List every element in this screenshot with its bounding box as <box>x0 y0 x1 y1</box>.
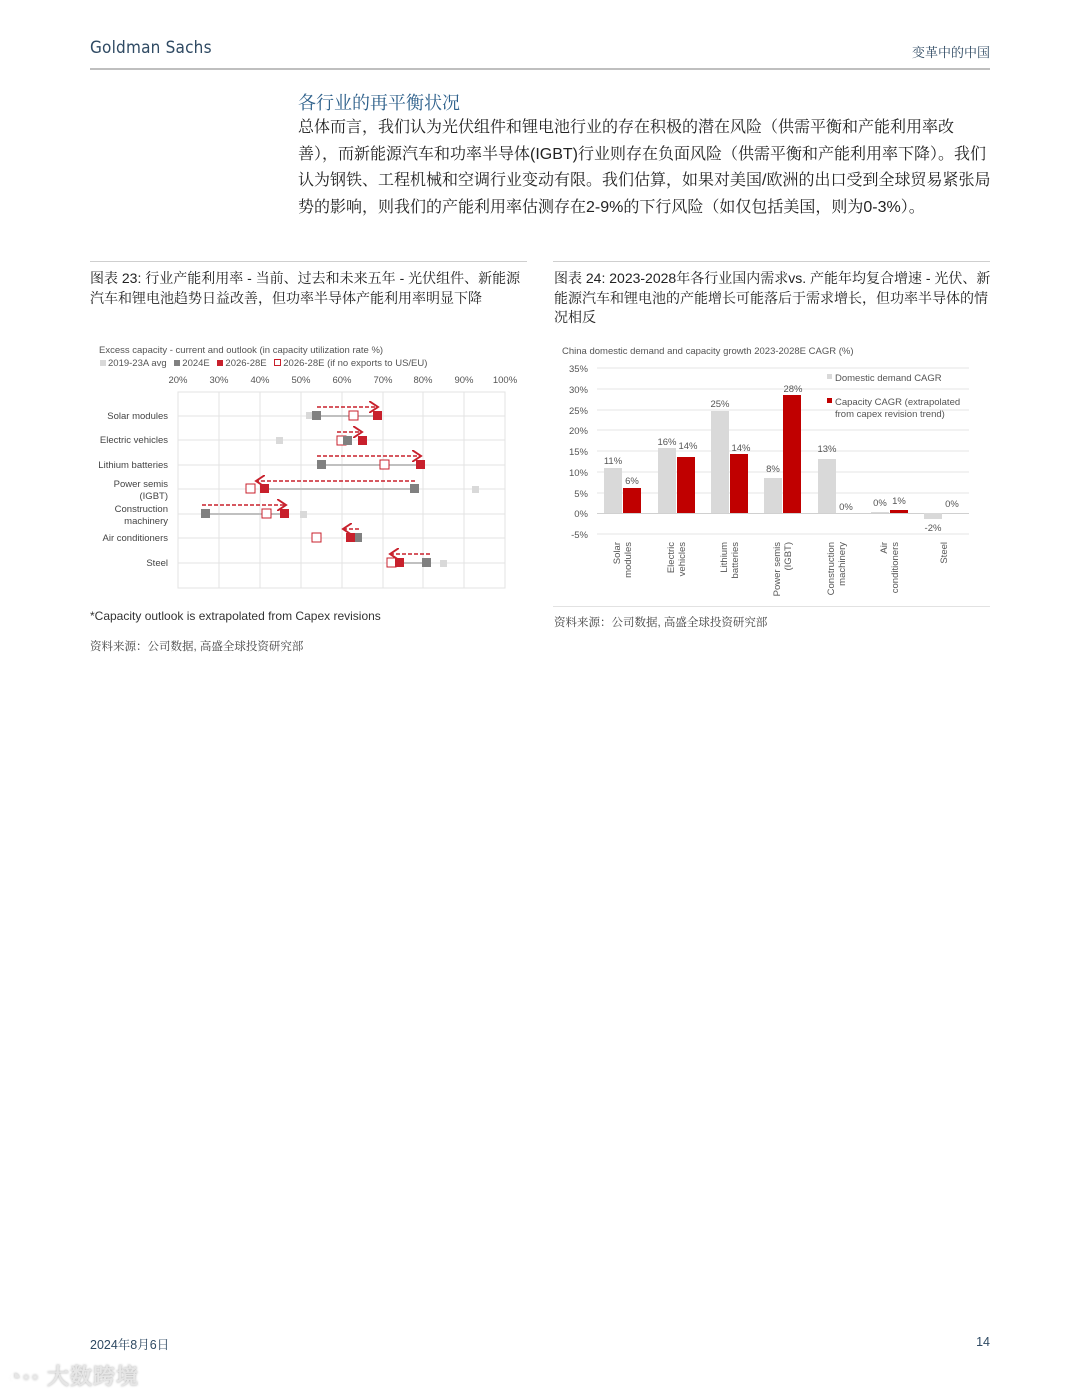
svg-text:40%: 40% <box>250 375 270 386</box>
chart2-subtitle: China domestic demand and capacity growth 2023-2028E CAGR (%) <box>562 346 854 357</box>
watermark-logo-icon: ◔◦◦ <box>8 1364 47 1389</box>
svg-text:Domestic demand CAGR: Domestic demand CAGR <box>835 373 942 384</box>
legend-item-2024e <box>174 358 209 369</box>
svg-text:Power semis: Power semis <box>772 542 783 597</box>
page-number: 14 <box>976 1335 990 1349</box>
svg-text:Capacity CAGR (extrapolated: Capacity CAGR (extrapolated <box>835 397 961 408</box>
section-body: 总体而言，我们认为光伏组件和锂电池行业的存在积极的潜在风险（供需平衡和产能利用率改善），而新能源汽车和功率半导体(IGBT)行业则存在负面风险（供需平衡和产能利用率下降）。我们认为钢铁、工程机械和空调行业变动有限。我们估算，如果对美国/欧洲的出口受到全球贸易紧张局势的影响，则我们的产能利用率估测存在2-9%的下行风险（如仅包括美国，则为0-3%）。 <box>298 119 991 216</box>
svg-text:0%: 0% <box>574 509 588 520</box>
brand-logo: Goldman Sachs <box>90 38 212 58</box>
svg-text:from capex revision trend): from capex revision trend) <box>835 409 945 420</box>
chart2-y-ticks <box>569 364 589 541</box>
chart2-plot <box>555 358 990 603</box>
svg-text:15%: 15% <box>568 447 588 458</box>
svg-text:0%: 0% <box>945 499 959 510</box>
legend-swatch <box>274 359 281 366</box>
svg-text:Air conditioners: Air conditioners <box>102 533 168 544</box>
svg-text:Construction: Construction <box>114 504 168 515</box>
legend-label: 2026-28E <box>225 358 267 369</box>
svg-text:Lithium: Lithium <box>719 542 730 573</box>
legend-swatch <box>100 360 106 366</box>
report-title: 变革中的中国 <box>911 45 990 60</box>
svg-text:Electric vehicles: Electric vehicles <box>99 435 168 446</box>
figure-separator <box>90 261 527 262</box>
watermark <box>8 1360 139 1391</box>
row-steel <box>387 554 447 567</box>
figure-23-source: 资料来源：公司数据, 高盛全球投资研究部 <box>90 641 304 653</box>
svg-text:28%: 28% <box>783 384 803 395</box>
svg-text:11%: 11% <box>603 456 623 467</box>
svg-text:Construction: Construction <box>826 542 837 596</box>
row-lithium-batteries <box>317 456 425 469</box>
svg-text:35%: 35% <box>568 364 588 375</box>
svg-text:Lithium batteries: Lithium batteries <box>98 460 168 471</box>
chart1-subtitle: Excess capacity - current and outlook (in capacity utilization rate %) <box>99 345 384 356</box>
svg-text:(IGBT): (IGBT) <box>139 491 168 502</box>
legend-swatch <box>174 360 180 366</box>
legend-label: 2019-23A avg <box>108 358 167 369</box>
svg-text:machinery: machinery <box>124 516 168 527</box>
chart2-bottom-rule <box>553 606 990 607</box>
svg-text:0%: 0% <box>839 502 853 513</box>
svg-text:13%: 13% <box>817 444 837 455</box>
svg-text:Solar: Solar <box>612 542 623 565</box>
row-construction-machinery <box>201 505 307 518</box>
svg-text:8%: 8% <box>766 464 780 475</box>
svg-text:6%: 6% <box>625 476 639 487</box>
svg-text:Air: Air <box>879 542 890 554</box>
legend-swatch <box>217 360 223 366</box>
svg-text:16%: 16% <box>657 437 677 448</box>
svg-text:14%: 14% <box>678 441 698 452</box>
svg-text:30%: 30% <box>209 375 229 386</box>
svg-text:Solar modules: Solar modules <box>107 411 168 422</box>
figure-24-title: 图表 24: 2023-2028年各行业国内需求vs. 产能年均复合增速 - 光伏、新能源汽车和锂电池的产能增长可能落后于需求增长，但功率半导体的情况相反 <box>554 270 991 325</box>
row-electric-vehicles <box>276 432 367 445</box>
svg-text:5%: 5% <box>574 489 588 500</box>
figure-24-source: 资料来源：公司数据, 高盛全球投资研究部 <box>554 617 768 629</box>
chart1-note: *Capacity outlook is extrapolated from Capex revisions <box>90 609 381 623</box>
svg-text:Steel: Steel <box>146 558 168 569</box>
svg-text:modules: modules <box>623 542 634 578</box>
svg-text:20%: 20% <box>568 426 588 437</box>
legend-label: 2026-28E (if no exports to US/EU) <box>283 358 428 369</box>
svg-text:1%: 1% <box>892 496 906 507</box>
svg-text:80%: 80% <box>413 375 433 386</box>
svg-text:20%: 20% <box>168 375 188 386</box>
figure-23-title: 图表 23: 行业产能利用率 - 当前、过去和未来五年 - 光伏组件、新能源汽车和锂电池趋势日益改善，但功率半导体产能利用率明显下降 <box>90 270 521 306</box>
svg-text:100%: 100% <box>492 375 518 386</box>
svg-text:25%: 25% <box>568 406 588 417</box>
svg-text:90%: 90% <box>454 375 474 386</box>
svg-text:-2%: -2% <box>924 523 942 534</box>
chart2-category-labels <box>612 542 950 597</box>
svg-text:-5%: -5% <box>571 530 588 541</box>
footer-date: 2024年8月6日 <box>90 1338 170 1352</box>
svg-text:Power semis: Power semis <box>113 479 168 490</box>
svg-text:batteries: batteries <box>730 542 741 579</box>
svg-text:vehicles: vehicles <box>677 542 688 577</box>
svg-text:0%: 0% <box>873 498 887 509</box>
svg-text:machinery: machinery <box>837 542 848 586</box>
legend-item-noexport <box>274 358 427 369</box>
svg-text:14%: 14% <box>731 443 751 454</box>
chart1-legend <box>100 358 427 369</box>
chart1-x-ticks <box>168 375 517 386</box>
chart1-row-labels <box>98 411 168 569</box>
row-air-conditioners <box>312 529 362 542</box>
row-power-semis <box>246 481 479 493</box>
row-solar-modules <box>306 407 382 420</box>
svg-text:Steel: Steel <box>939 542 950 564</box>
chart2-legend <box>827 373 960 420</box>
page-header <box>90 36 990 70</box>
svg-text:(IGBT): (IGBT) <box>783 542 794 571</box>
chart1-plot <box>90 370 530 595</box>
watermark-text: 大数跨境 <box>47 1364 140 1389</box>
section-title: 各行业的再平衡状况 <box>298 93 460 113</box>
svg-text:10%: 10% <box>568 468 588 479</box>
svg-text:70%: 70% <box>373 375 393 386</box>
legend-label: 2024E <box>182 358 210 369</box>
svg-text:60%: 60% <box>332 375 352 386</box>
svg-text:50%: 50% <box>291 375 311 386</box>
svg-text:25%: 25% <box>710 399 730 410</box>
svg-text:Electric: Electric <box>666 542 677 574</box>
svg-text:conditioners: conditioners <box>890 542 901 594</box>
legend-item-2026e <box>217 358 266 369</box>
legend-item-avg <box>100 358 167 369</box>
svg-text:30%: 30% <box>568 385 588 396</box>
figure-separator <box>553 261 990 262</box>
